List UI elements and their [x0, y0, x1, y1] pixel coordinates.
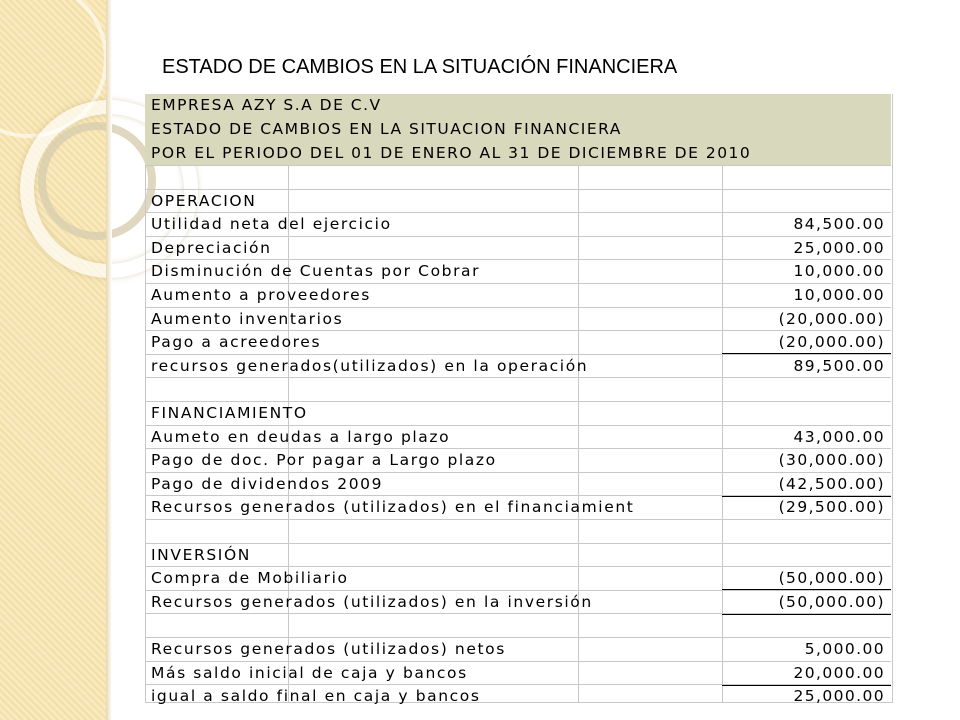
table-row — [145, 189, 891, 212]
row-amount: 25,000.00 — [793, 687, 885, 706]
row-label: Pago de dividendos 2009 — [151, 474, 384, 493]
row-amount: 5,000.00 — [804, 640, 885, 658]
table-row — [145, 543, 891, 566]
spreadsheet-header — [145, 94, 891, 165]
row-label: Recursos generados (utilizados) en el financiamient — [151, 498, 635, 517]
row-amount: 25,000.00 — [793, 238, 885, 257]
row-amount: 10,000.00 — [793, 262, 885, 281]
row-amount: (30,000.00) — [778, 451, 885, 470]
row-label: Compra de Mobiliario — [151, 569, 349, 588]
table-row — [145, 519, 891, 542]
row-label: Aumeto en deudas a largo plazo — [151, 427, 451, 446]
row-label: Aumento inventarios — [151, 309, 344, 328]
row-label: FINANCIAMIENTO — [151, 404, 308, 422]
row-amount: 89,500.00 — [793, 356, 885, 375]
row-amount: (20,000.00) — [778, 333, 885, 352]
row-label: Aumento a proveedores — [151, 286, 371, 304]
row-label: igual a saldo final en caja y bancos — [151, 687, 481, 706]
row-label: Pago de doc. Por pagar a Largo plazo — [151, 451, 497, 470]
table-row — [145, 613, 891, 636]
header-company: EMPRESA AZY S.A DE C.V — [151, 96, 382, 114]
row-label: Depreciación — [151, 238, 272, 257]
decorative-sidebar — [0, 0, 106, 720]
table-row — [145, 377, 891, 400]
row-label: recursos generados(utilizados) en la operación — [151, 356, 589, 375]
row-amount: (50,000.00) — [778, 569, 885, 588]
slide-title: ESTADO DE CAMBIOS EN LA SITUACIÓN FINANCIERA — [162, 56, 678, 78]
row-amount: (29,500.00) — [778, 498, 885, 517]
table-row — [145, 165, 891, 188]
row-amount: (42,500.00) — [778, 474, 885, 493]
row-label: OPERACION — [151, 191, 257, 210]
row-label: INVERSIÓN — [151, 545, 251, 564]
header-period: POR EL PERIODO DEL 01 DE ENERO AL 31 DE DICIEMBRE DE 2010 — [151, 144, 752, 162]
row-amount: (20,000.00) — [778, 309, 885, 328]
row-label: Recursos generados (utilizados) netos — [151, 640, 506, 658]
row-label: Más saldo inicial de caja y bancos — [151, 663, 468, 682]
decorative-ring — [38, 122, 156, 240]
row-label: Utilidad neta del ejercicio — [151, 215, 392, 234]
row-label: Pago a acreedores — [151, 333, 322, 352]
row-amount: (50,000.00) — [778, 592, 885, 611]
header-statement: ESTADO DE CAMBIOS EN LA SITUACION FINANCIERA — [151, 120, 622, 138]
sidebar-edge — [106, 0, 112, 720]
row-amount: 20,000.00 — [793, 663, 885, 682]
row-amount: 43,000.00 — [793, 427, 885, 446]
row-label: Recursos generados (utilizados) en la inversión — [151, 592, 593, 611]
row-amount: 10,000.00 — [793, 286, 885, 304]
row-amount: 84,500.00 — [793, 215, 885, 234]
row-label: Disminución de Cuentas por Cobrar — [151, 262, 481, 281]
